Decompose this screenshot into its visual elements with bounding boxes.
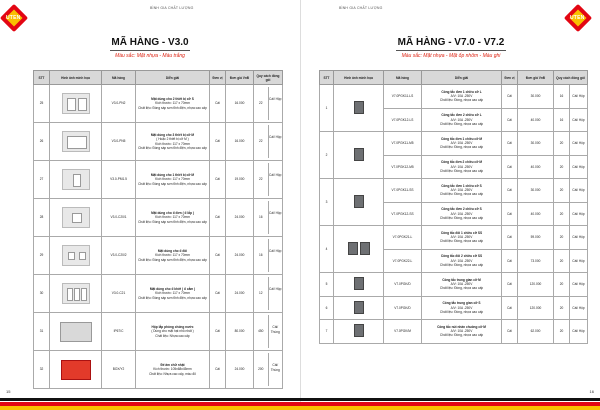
- red-box-image: [61, 360, 91, 380]
- description-text: Kích thước: 105x68x45mm Chất liệu: Nhựa cao cấp, màu đỏ: [149, 367, 196, 376]
- stt-cell: 5: [320, 273, 334, 297]
- stt-cell: 2: [320, 132, 334, 179]
- price-cell: 59.000: [518, 226, 554, 250]
- image-cell: [50, 161, 102, 199]
- pack-unit: Cái/ Hộp: [570, 273, 588, 297]
- code-cell: V3.0-PN2: [102, 85, 136, 123]
- price-cell: 80.000: [226, 313, 254, 351]
- column-header: Đơn giá VnĐ: [518, 71, 554, 85]
- pack-cell: [254, 275, 283, 313]
- column-header: Mã hàng: [102, 71, 136, 85]
- pack-unit: Cái/ Hộp: [570, 226, 588, 250]
- image-cell: [334, 179, 384, 226]
- page-title: MÃ HÀNG - V7.0 - V7.2: [397, 37, 505, 48]
- image-cell: [334, 85, 384, 132]
- description-cell: [136, 161, 210, 199]
- stt-cell: 6: [320, 296, 334, 320]
- pack-cell: [254, 123, 283, 161]
- column-header: Hình ảnh minh họa: [334, 71, 384, 85]
- description-cell: [136, 275, 210, 313]
- unit-cell: Cái: [502, 179, 518, 203]
- price-cell: 40.000: [518, 155, 554, 179]
- pack-qty: 16: [554, 108, 570, 132]
- table-row: [34, 313, 283, 351]
- pack-cell: [254, 199, 283, 237]
- pack-qty: 20: [554, 273, 570, 297]
- unit-cell: Cái: [210, 123, 226, 161]
- pack-unit: Cái/ Hộp: [269, 211, 282, 216]
- column-header: Đơn giá VnĐ: [226, 71, 254, 85]
- image-cell: [334, 296, 384, 320]
- description-title: Công tắc đơn 1 chiều cỡ S: [441, 183, 482, 188]
- code-cell: V3.0-C20/1: [102, 199, 136, 237]
- stt-cell: 7: [320, 320, 334, 344]
- code-cell: V7.0PGK22-L: [384, 249, 422, 273]
- code-cell: V7.0PGK/D: [384, 273, 422, 297]
- image-cell: [50, 275, 102, 313]
- table-row: [320, 320, 588, 344]
- description-cell: [422, 296, 502, 320]
- description-text: Kích thước: 117 x 70mm Chất liệu: Đồng sáp sơn tĩnh điện, nhựa cao cấp: [138, 253, 207, 262]
- image-cell: [50, 85, 102, 123]
- description-text: A/V: 10A -250V Chất liệu: Đồng, nhựa cao cấp: [439, 282, 484, 291]
- description-text: A/V: 10A -250V Chất liệu: Đồng, nhựa cao cấp: [439, 141, 484, 150]
- column-header: STT: [34, 71, 50, 85]
- pack-unit: Cái/ Hộp: [269, 135, 282, 140]
- waterproof-box-image: [60, 322, 92, 342]
- page-title: MÃ HÀNG - V3.0: [111, 37, 189, 48]
- stt-cell: 29: [34, 237, 50, 275]
- unit-cell: Cái: [502, 249, 518, 273]
- pack-unit: Cái/ Hộp: [570, 179, 588, 203]
- description-text: A/V: 10A -250V Chất liệu: Đồng, nhựa cao cấp: [439, 235, 484, 244]
- unit-cell: Cái: [502, 273, 518, 297]
- table-row: [320, 296, 588, 320]
- product-table: [33, 70, 283, 389]
- code-cell: V7.0PGK12-LS: [384, 108, 422, 132]
- pack-unit: Cái/ Hộp: [570, 155, 588, 179]
- description-cell: [422, 320, 502, 344]
- column-header: Mã hàng: [384, 71, 422, 85]
- description-text: A/V: 10A -250V Chất liệu: Đồng, nhựa cao cấp: [439, 258, 484, 267]
- title-underline: [110, 50, 190, 51]
- code-cell: IP67/C: [102, 313, 136, 351]
- product-table: [319, 70, 588, 344]
- description-title: Mặt dùng cho ổ đôi: [157, 249, 188, 254]
- table-row: [34, 351, 283, 389]
- pack-unit: Cái/ Hộp: [269, 173, 282, 178]
- description-cell: [422, 155, 502, 179]
- pack-qty: 20: [554, 226, 570, 250]
- image-cell: [50, 351, 102, 389]
- description-text: Kích thước: 117 x 70mm Chất liệu: Đồng sáp sơn tĩnh điện, nhựa cao cấp: [138, 291, 207, 300]
- description-title: Công tắc đôi 1 chiều cỡ SS: [440, 230, 483, 235]
- table-row: [34, 237, 283, 275]
- table-row: [320, 226, 588, 250]
- pack-unit: Cái/ Hộp: [570, 85, 588, 109]
- description-text: A/V: 10A -250V Chất liệu: Đồng, nhựa cao cấp: [439, 117, 484, 126]
- code-cell: BOX/Y2: [102, 351, 136, 389]
- switch-image: [354, 301, 364, 314]
- unit-cell: Cái: [210, 351, 226, 389]
- table-row: [34, 161, 283, 199]
- table-row: [320, 179, 588, 203]
- switch-image: [360, 242, 370, 255]
- price-cell: 30.000: [518, 85, 554, 109]
- pack-qty: 16: [554, 85, 570, 109]
- unit-cell: Cái: [502, 85, 518, 109]
- description-title: Công tắc trung gian cỡ S: [442, 301, 481, 306]
- unit-cell: Cái: [502, 296, 518, 320]
- price-cell: 16.000: [226, 85, 254, 123]
- price-cell: 24.000: [226, 199, 254, 237]
- code-cell: V7.0PGK/M: [384, 320, 422, 344]
- description-cell: [422, 108, 502, 132]
- pack-qty: 16: [254, 201, 269, 233]
- description-cell: [422, 249, 502, 273]
- pack-qty: 20: [554, 320, 570, 344]
- price-cell: 120.000: [518, 296, 554, 320]
- cover-plate-image: [62, 207, 90, 228]
- code-cell: V7.0PGK11-LS: [384, 85, 422, 109]
- uten-logo: UTEN: [2, 6, 32, 32]
- pack-unit: Cái/ Hộp: [269, 249, 282, 254]
- table-row: [320, 132, 588, 156]
- stt-cell: 31: [34, 313, 50, 351]
- table-row: [34, 199, 283, 237]
- pack-cell: [254, 351, 283, 389]
- description-text: A/V: 10A -250V Chất liệu: Đồng, nhựa cao cấp: [439, 188, 484, 197]
- unit-cell: Cái: [502, 108, 518, 132]
- pack-qty: 20: [554, 202, 570, 226]
- description-title: Hộp lắp phòng chống nước: [151, 325, 194, 330]
- pack-unit: Cái/ Thùng: [270, 325, 280, 334]
- page-number: 15: [6, 389, 11, 394]
- pack-unit: Cái/ Hộp: [570, 202, 588, 226]
- description-text: A/V: 10A -250V Chất liệu: Đồng, nhựa cao cấp: [439, 329, 484, 338]
- unit-cell: Cái: [210, 161, 226, 199]
- description-title: Công tắc đơn 2 chiều cỡ M: [440, 160, 483, 165]
- pack-unit: Cái/ Hộp: [570, 296, 588, 320]
- price-cell: 30.000: [518, 132, 554, 156]
- pack-qty: 200: [254, 353, 269, 385]
- unit-cell: Cái: [210, 275, 226, 313]
- cover-plate-image: [62, 169, 90, 190]
- column-header: Đơn vị: [210, 71, 226, 85]
- pack-cell: [254, 85, 283, 123]
- stt-cell: 25: [34, 85, 50, 123]
- pack-unit: Cái/ Hộp: [570, 108, 588, 132]
- page-subtitle: Màu sắc: Mặt nhựa - Màu trắng: [115, 53, 185, 59]
- code-cell: V3.0-PM1.5: [102, 161, 136, 199]
- stt-cell: 32: [34, 351, 50, 389]
- description-title: Mặt dùng cho ổ khởi ( ổ cắm ): [149, 287, 196, 292]
- description-text: A/V: 10A -250V Chất liệu: Đồng, nhựa cao cấp: [439, 164, 484, 173]
- pack-unit: Cái/ Hộp: [269, 287, 282, 292]
- unit-cell: Cái: [210, 237, 226, 275]
- image-cell: [334, 273, 384, 297]
- image-cell: [50, 123, 102, 161]
- column-header: Quy cách đóng gói: [254, 71, 283, 85]
- stt-cell: 4: [320, 226, 334, 273]
- description-title: Đế âm chữ nhật: [160, 363, 185, 368]
- pack-cell: [254, 313, 283, 351]
- uten-logo: UTEN: [566, 6, 596, 32]
- description-title: Công tắc đôi 2 chiều cỡ SS: [440, 254, 483, 259]
- switch-image: [348, 242, 358, 255]
- unit-cell: Cái: [210, 199, 226, 237]
- stt-cell: 1: [320, 85, 334, 132]
- description-text: ( Dùng cho mặt hạt nhỏ nhất ) Chất liệu: Nhựa cao cấp: [151, 329, 194, 338]
- description-cell: [136, 123, 210, 161]
- unit-cell: Cái: [502, 132, 518, 156]
- table-row: [320, 273, 588, 297]
- footer-stripes: [0, 396, 600, 410]
- stt-cell: 30: [34, 275, 50, 313]
- page-number: 16: [589, 389, 594, 394]
- right-page: [300, 0, 600, 410]
- stt-cell: 28: [34, 199, 50, 237]
- code-cell: V3.0-C20/2: [102, 237, 136, 275]
- description-title: Công tắc nút nhấn chuông cỡ M: [437, 324, 486, 329]
- table-row: [320, 85, 588, 109]
- image-cell: [334, 320, 384, 344]
- price-cell: 24.000: [226, 237, 254, 275]
- image-cell: [334, 226, 384, 273]
- column-header: Diễn giải: [136, 71, 210, 85]
- unit-cell: Cái: [210, 85, 226, 123]
- pack-qty: 22: [254, 163, 269, 195]
- code-cell: V7.0PGK12-M5: [384, 155, 422, 179]
- cover-plate-image: [62, 131, 90, 152]
- price-cell: 19.000: [226, 161, 254, 199]
- code-cell: V7.0PGK21-L: [384, 226, 422, 250]
- description-title: Công tắc đơn 1 chiều cỡ L: [441, 89, 482, 94]
- price-cell: 62.000: [518, 320, 554, 344]
- description-title: Mặt dùng cho ổ đơn ( ổ lắp ): [151, 211, 194, 216]
- unit-cell: Cái: [210, 313, 226, 351]
- switch-image: [354, 277, 364, 290]
- price-cell: 24.000: [226, 351, 254, 389]
- pack-unit: Cái/ Thùng: [270, 363, 280, 372]
- description-title: Công tắc đơn 1 chiều cỡ M: [440, 136, 483, 141]
- description-text: Kích thước: 117 x 70mm Chất liệu: Đồng sáp sơn tĩnh điện, nhựa cao cấp: [138, 177, 207, 186]
- description-cell: [422, 273, 502, 297]
- pack-qty: 20: [554, 249, 570, 273]
- column-header: Diễn giải: [422, 71, 502, 85]
- stt-cell: 3: [320, 179, 334, 226]
- unit-cell: Cái: [502, 226, 518, 250]
- code-cell: V3.0-PN5: [102, 123, 136, 161]
- description-cell: [422, 132, 502, 156]
- pack-qty: 12: [254, 277, 269, 309]
- price-cell: 30.000: [518, 179, 554, 203]
- image-cell: [50, 313, 102, 351]
- price-cell: 40.000: [518, 108, 554, 132]
- description-title: Công tắc đơn 2 chiều cỡ S: [441, 207, 482, 212]
- stt-cell: 27: [34, 161, 50, 199]
- cover-plate-image: [62, 93, 90, 114]
- cover-plate-image: [62, 283, 90, 304]
- description-title: Mặt dùng cho 1 thiết bị cỡ M: [150, 173, 195, 178]
- table-row: [34, 275, 283, 313]
- table-row: [34, 85, 283, 123]
- tagline: BÌNH GIA CHẤT LƯỢNG: [339, 6, 383, 10]
- description-title: Mặt dùng cho 2 thiết bị cỡ S: [151, 97, 194, 102]
- image-cell: [50, 237, 102, 275]
- column-header: Hình ảnh minh họa: [50, 71, 102, 85]
- pack-unit: Cái/ Hộp: [570, 249, 588, 273]
- description-cell: [422, 85, 502, 109]
- description-text: Kích thước: 117 x 70mm Chất liệu: Đồng sáp sơn tĩnh điện, nhựa cao cấp: [138, 215, 207, 224]
- description-title: Công tắc đơn 2 chiều cỡ L: [441, 113, 482, 118]
- switch-image: [354, 195, 364, 208]
- code-cell: V7.0PGK12-SS: [384, 202, 422, 226]
- pack-cell: [254, 237, 283, 275]
- code-cell: V7.0PGK11-SS: [384, 179, 422, 203]
- description-cell: [422, 202, 502, 226]
- pack-unit: Cái/ Hộp: [269, 97, 282, 102]
- description-text: Kích thước: 117 x 70mm Chất liệu: Đồng sáp sơn tĩnh điện, nhựa cao cấp: [138, 101, 207, 110]
- image-cell: [50, 199, 102, 237]
- description-text: ( Hoặc 2 thiết bị cỡ M ) Kích thước: 117 x 70mm Chất liệu: Đồng sáp sơn tĩnh điện, nhựa cao cấp: [138, 137, 207, 150]
- price-cell: 16.000: [226, 123, 254, 161]
- description-text: A/V: 10A -250V Chất liệu: Đồng, nhựa cao cấp: [439, 211, 484, 220]
- unit-cell: Cái: [502, 320, 518, 344]
- code-cell: V7.0PGK11-M5: [384, 132, 422, 156]
- pack-qty: 20: [554, 296, 570, 320]
- pack-qty: 22: [254, 87, 269, 119]
- unit-cell: Cái: [502, 155, 518, 179]
- page-subtitle: Màu sắc: Mặt nhựa - Mặt ốp nhôm - Màu ghi: [401, 53, 501, 59]
- column-header: Đơn vị: [502, 71, 518, 85]
- tagline: BÌNH GIA CHẤT LƯỢNG: [150, 6, 194, 10]
- description-cell: [136, 199, 210, 237]
- description-cell: [136, 351, 210, 389]
- cover-plate-image: [62, 245, 90, 266]
- pack-qty: 20: [554, 132, 570, 156]
- stt-cell: 26: [34, 123, 50, 161]
- description-text: A/V: 10A -250V Chất liệu: Đồng, nhựa cao cấp: [439, 305, 484, 314]
- price-cell: 73.000: [518, 249, 554, 273]
- pack-qty: 20: [554, 155, 570, 179]
- table-row: [34, 123, 283, 161]
- price-cell: 120.000: [518, 273, 554, 297]
- description-cell: [136, 85, 210, 123]
- description-title: Mặt dùng cho 3 thiết bị cỡ M: [150, 133, 195, 138]
- pack-qty: 450: [254, 315, 269, 347]
- description-title: Công tắc trung gian cỡ M: [442, 277, 481, 282]
- description-text: A/V: 10A -250V Chất liệu: Đồng, nhựa cao cấp: [439, 94, 484, 103]
- code-cell: V3.0-C21: [102, 275, 136, 313]
- image-cell: [334, 132, 384, 179]
- column-header: Quy cách đóng gói: [554, 71, 588, 85]
- description-cell: [422, 179, 502, 203]
- price-cell: 40.000: [518, 202, 554, 226]
- switch-image: [354, 324, 364, 337]
- pack-unit: Cái/ Hộp: [570, 320, 588, 344]
- pack-qty: 20: [554, 179, 570, 203]
- switch-image: [354, 101, 364, 114]
- switch-image: [354, 148, 364, 161]
- description-cell: [136, 313, 210, 351]
- price-cell: 24.000: [226, 275, 254, 313]
- pack-qty: 16: [254, 239, 269, 271]
- description-cell: [136, 237, 210, 275]
- pack-unit: Cái/ Hộp: [570, 132, 588, 156]
- title-underline: [396, 50, 506, 51]
- description-cell: [422, 226, 502, 250]
- column-header: STT: [320, 71, 334, 85]
- unit-cell: Cái: [502, 202, 518, 226]
- code-cell: V7.0PGK/D: [384, 296, 422, 320]
- pack-cell: [254, 161, 283, 199]
- pack-qty: 22: [254, 125, 269, 157]
